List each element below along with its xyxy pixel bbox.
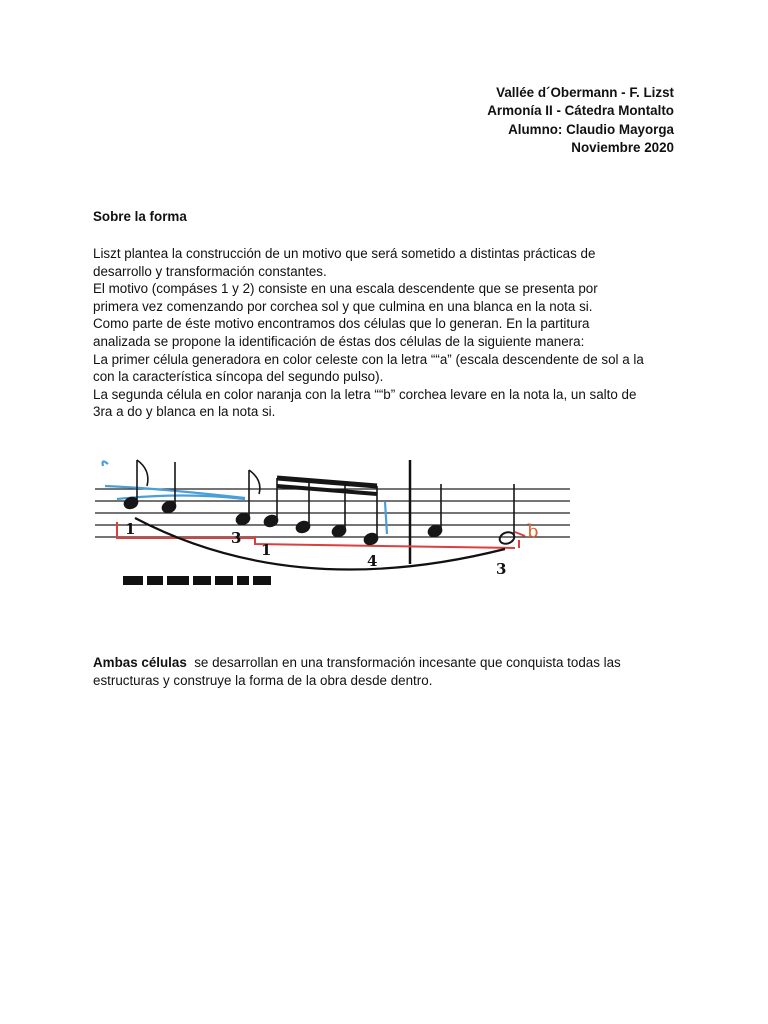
closing-line-2: estructuras y construye la forma de la obra desde dentro.: [93, 673, 433, 688]
document-header: [487, 84, 674, 157]
header-student: Alumno: Claudio Mayorga: [508, 121, 674, 137]
body-line: con la característica síncopa del segundo pulso).: [93, 369, 384, 385]
body-line: Como parte de éste motivo encontramos dos células que lo generan. En la partitura: [93, 316, 590, 332]
body-line: primera vez comenzando por corchea sol y que culmina en una blanca en la nota si.: [93, 298, 593, 314]
body-line: Liszt plantea la construcción de un motivo que será sometido a distintas prácticas de: [93, 246, 596, 261]
slur: [135, 518, 505, 570]
music-score-excerpt: [95, 452, 575, 585]
fingering: 4: [367, 552, 378, 570]
closing-line-1: [93, 654, 693, 672]
header-date: Noviembre 2020: [571, 139, 674, 155]
notes: [123, 460, 516, 547]
body-line: analizada se propone la identificación de éstas dos células de la siguiente manera:: [93, 333, 585, 349]
section-body: [93, 245, 693, 421]
body-line: desarrollo y transformación constantes.: [93, 263, 327, 279]
body-line: La primer célula generadora en color celeste con la letra ““a” (escala descendente de sol a la: [93, 351, 644, 367]
closing-paragraph: [93, 654, 693, 690]
closing-bold-lead: Ambas células: [93, 655, 187, 670]
closing-rest: se desarrollan en una transformación incesante que conquista todas las: [186, 655, 621, 670]
clipped-expression-text: [123, 576, 271, 585]
body-line: La segunda célula en color naranja con la letra ““b” corchea levare en la nota la, un salto de: [93, 386, 637, 402]
body-line: El motivo (compáses 1 y 2) consiste en una escala descendente que se presenta por: [93, 281, 598, 297]
fingering: 3: [231, 529, 242, 547]
fingering: 3: [496, 560, 507, 578]
body-line: 3ra a do y blanca en la nota si.: [93, 404, 276, 420]
fingering: 1: [125, 520, 136, 538]
header-title: Vallée d´Obermann - F. Lizst: [496, 85, 674, 100]
cell-b-marking: [117, 522, 525, 548]
section-title: Sobre la forma: [93, 209, 187, 224]
fingering: 1: [261, 541, 272, 559]
header-course: Armonía II - Cátedra Montalto: [487, 103, 674, 119]
cell-b-label: b: [527, 521, 539, 542]
